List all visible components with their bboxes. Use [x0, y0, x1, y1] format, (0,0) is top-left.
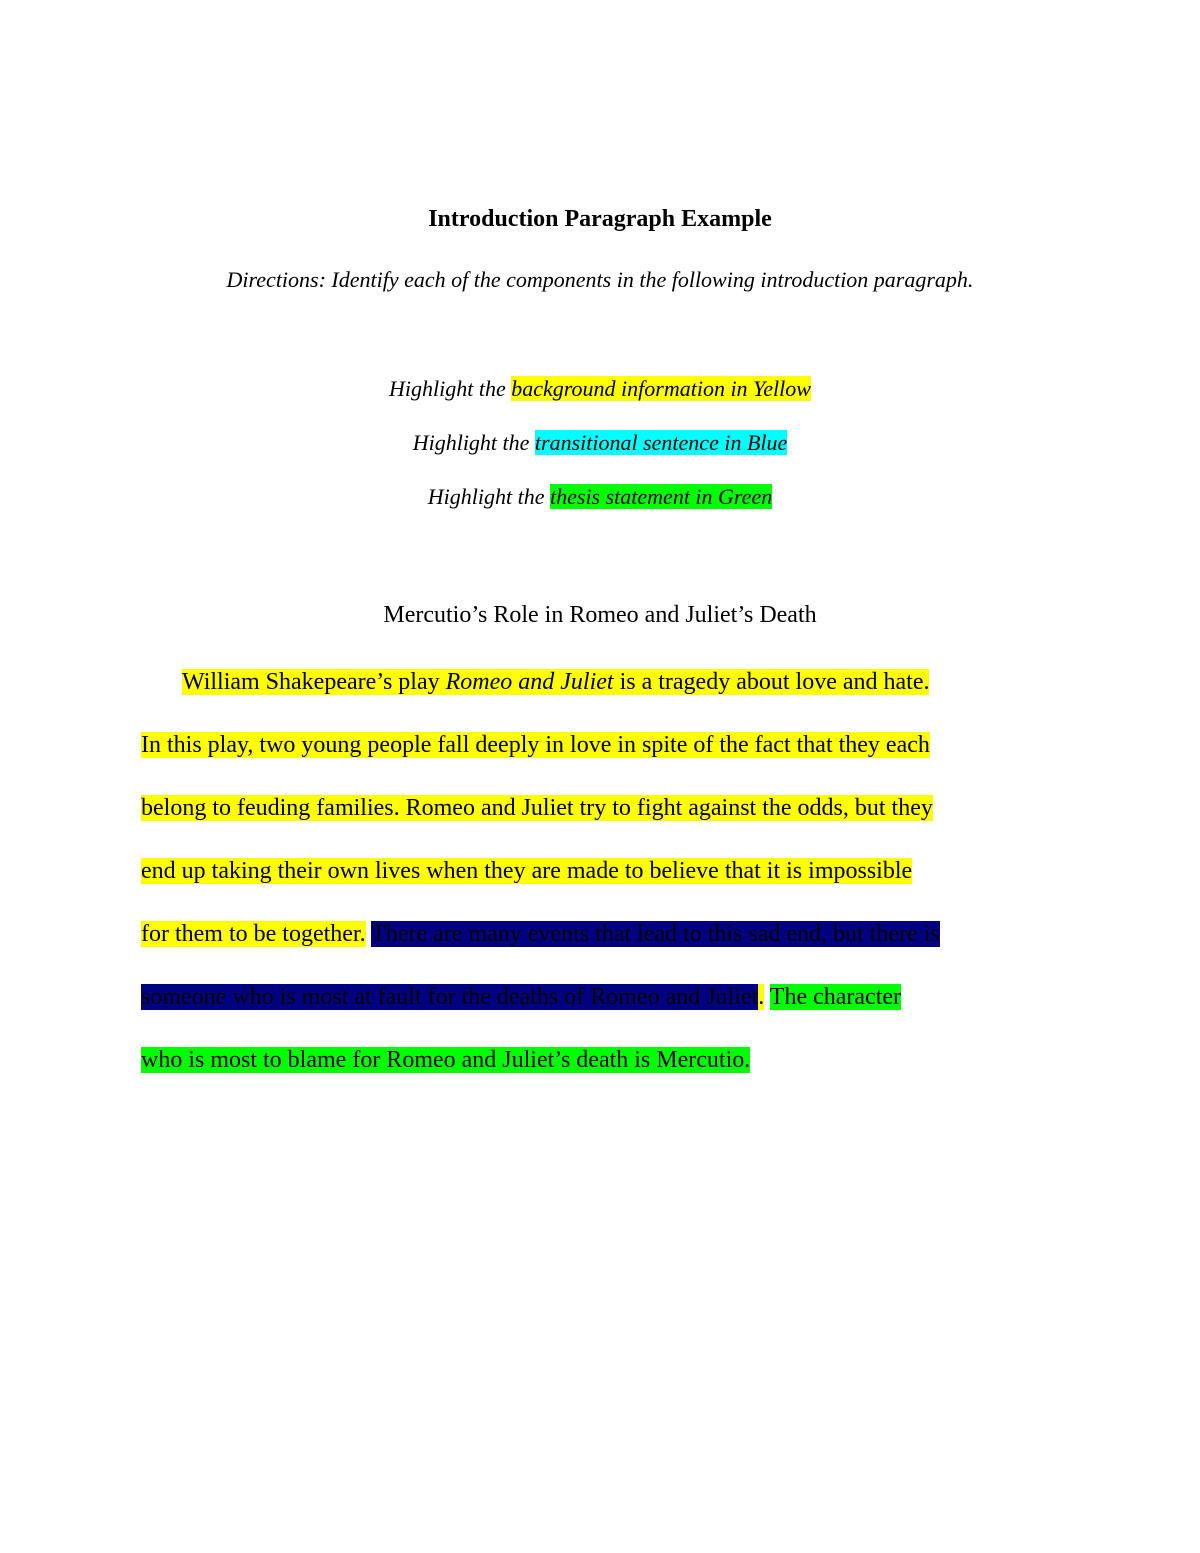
instruction-highlight-yellow: background information in Yellow — [511, 376, 811, 401]
thesis-text: who is most to blame for Romeo and Juliet’s death is Mercutio. — [141, 1047, 751, 1073]
essay-title: Mercutio’s Role in Romeo and Juliet’s Death — [383, 602, 817, 628]
paragraph-line-1 — [182, 666, 929, 698]
paragraph-line-5 — [141, 918, 940, 950]
directions-text: Directions: Identify each of the components in the following introduction paragraph. — [226, 267, 974, 292]
page-title: Introduction Paragraph Example — [428, 206, 772, 232]
background-text-part: is a tragedy about love and hate. — [613, 669, 930, 695]
play-title-italic: Romeo and Juliet — [445, 669, 614, 695]
transition-text: There are many events that lead to this sad end, but there is — [371, 921, 940, 947]
instruction-blue — [0, 430, 1200, 456]
instruction-yellow — [0, 376, 1200, 402]
paragraph-line-7 — [141, 1044, 750, 1076]
instruction-green — [0, 484, 1200, 510]
thesis-text: The character — [769, 984, 902, 1010]
paragraph-line-2 — [141, 729, 930, 761]
background-text: end up taking their own lives when they are made to believe that it is impossible — [141, 858, 913, 884]
instruction-highlight-blue: transitional sentence in Blue — [534, 430, 788, 455]
background-text — [182, 669, 929, 695]
paragraph-line-4 — [141, 855, 912, 887]
transition-text: someone who is most at fault for the deaths of Romeo and Juliet — [141, 984, 759, 1010]
instruction-prefix: Highlight the — [427, 484, 550, 509]
paragraph-line-6 — [141, 981, 901, 1013]
instruction-prefix: Highlight the — [412, 430, 535, 455]
paragraph-line-3 — [141, 792, 933, 824]
instruction-prefix: Highlight the — [389, 376, 512, 401]
background-text-part: William Shakepeare’s play — [182, 669, 446, 695]
instruction-highlight-green: thesis statement in Green — [550, 484, 773, 509]
period: . — [758, 984, 765, 1010]
background-text: In this play, two young people fall deeply in love in spite of the fact that they each — [141, 732, 930, 758]
background-text: for them to be together. — [141, 921, 366, 947]
space — [764, 984, 770, 1010]
background-text: belong to feuding families. Romeo and Juliet try to fight against the odds, but they — [141, 795, 933, 821]
